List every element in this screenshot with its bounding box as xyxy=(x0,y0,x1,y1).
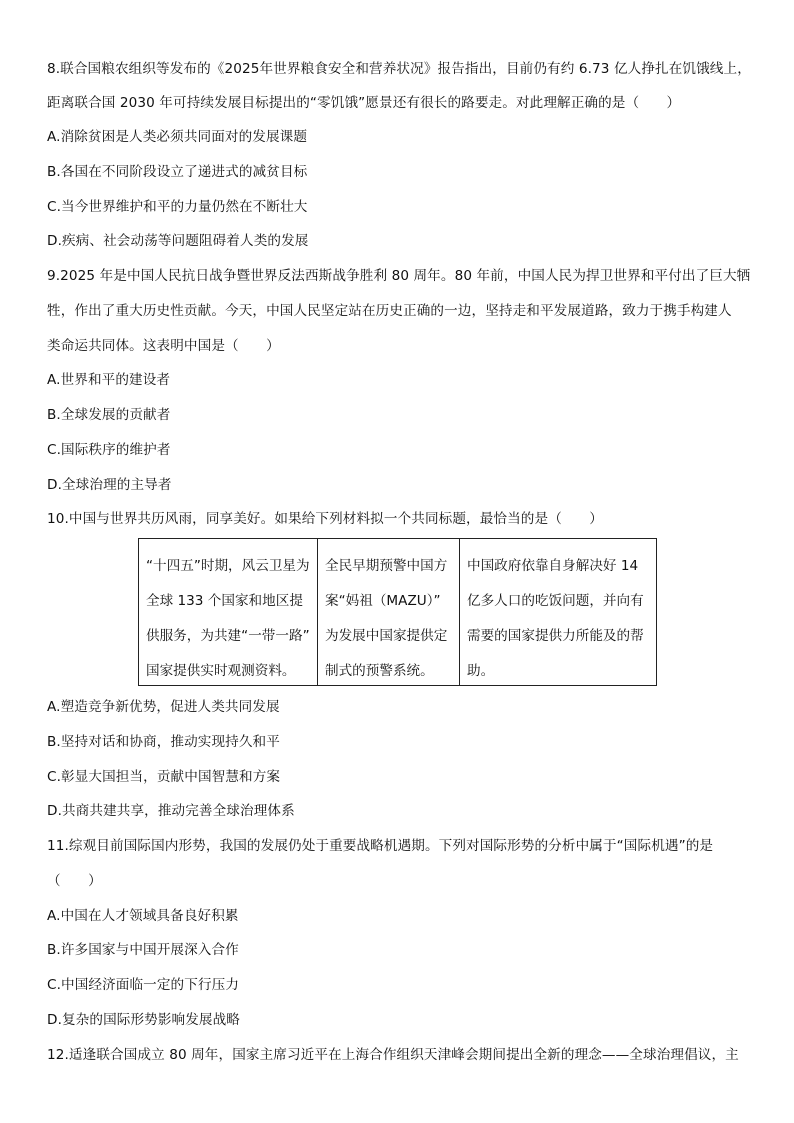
q11-option-d[interactable]: D.复杂的国际形势影响发展战略 xyxy=(47,1012,241,1028)
q8-option-b[interactable]: B.各国在不同阶段设立了递进式的减贫目标 xyxy=(47,164,308,180)
q11-stem-line-2: （ ） xyxy=(47,873,102,889)
q10-option-d[interactable]: D.共商共建共享，推动完善全球治理体系 xyxy=(47,803,295,819)
q10-cell-1-line-4: 国家提供实时观测资料。 xyxy=(146,663,296,679)
q8-option-a[interactable]: A.消除贫困是人类必须共同面对的发展课题 xyxy=(47,129,308,145)
q11-option-a[interactable]: A.中国在人才领域具备良好积累 xyxy=(47,908,239,924)
q11-option-b[interactable]: B.许多国家与中国开展深入合作 xyxy=(47,942,239,958)
q12-stem-line-1: 12.适逢联合国成立 80 周年，国家主席习近平在上海合作组织天津峰会期间提出全新的理念——全球治理倡议，主 xyxy=(47,1047,739,1063)
q10-cell-2-line-1: 全民早期预警中国方 xyxy=(325,558,448,574)
q8-option-d[interactable]: D.疾病、社会动荡等问题阻碍着人类的发展 xyxy=(47,233,309,249)
q10-cell-2-line-2: 案“妈祖（MAZU）” xyxy=(325,593,441,609)
q9-stem-line-3: 类命运共同体。这表明中国是（ ） xyxy=(47,338,280,354)
q9-stem-line-1: 9.2025 年是中国人民抗日战争暨世界反法西斯战争胜利 80 周年。80 年前，中国人民为捍卫世界和平付出了巨大牺 xyxy=(47,268,751,284)
q10-table-cell-3 xyxy=(460,539,656,685)
q10-cell-2-line-4: 制式的预警系统。 xyxy=(325,663,434,679)
q9-stem-line-2: 牲，作出了重大历史性贡献。今天，中国人民坚定站在历史正确的一边，坚持走和平发展道路，致力于携手构建人 xyxy=(47,303,732,319)
q10-cell-3-line-4: 助。 xyxy=(467,663,495,679)
q10-material-table xyxy=(138,538,657,686)
q10-stem-line-1: 10.中国与世界共历风雨，同享美好。如果给下列材料拟一个共同标题，最恰当的是（ ） xyxy=(47,511,603,527)
q10-cell-1-line-2: 全球 133 个国家和地区提 xyxy=(146,593,303,609)
q8-stem-line-2: 距离联合国 2030 年可持续发展目标提出的“零饥饿”愿景还有很长的路要走。对此理解正确的是（ ） xyxy=(47,95,681,111)
q10-option-b[interactable]: B.坚持对话和协商，推动实现持久和平 xyxy=(47,734,280,750)
q9-option-d[interactable]: D.全球治理的主导者 xyxy=(47,477,172,493)
q10-cell-1-line-1: “十四五”时期，风云卫星为 xyxy=(146,558,310,574)
q8-stem-line-1: 8.联合国粮农组织等发布的《2025年世界粮食安全和营养状况》报告指出，目前仍有约 6.73 亿人挣扎在饥饿线上， xyxy=(47,61,751,77)
q10-cell-2-line-3: 为发展中国家提供定 xyxy=(325,628,448,644)
q10-table-cell-1 xyxy=(139,539,318,685)
q10-table-cell-2 xyxy=(318,539,460,685)
q10-cell-3-line-3: 需要的国家提供力所能及的帮 xyxy=(467,628,644,644)
q9-option-b[interactable]: B.全球发展的贡献者 xyxy=(47,407,171,423)
q10-option-a[interactable]: A.塑造竞争新优势，促进人类共同发展 xyxy=(47,699,280,715)
q8-option-c[interactable]: C.当今世界维护和平的力量仍然在不断壮大 xyxy=(47,199,308,215)
q10-cell-3-line-1: 中国政府依靠自身解决好 14 xyxy=(467,558,639,574)
q11-stem-line-1: 11.综观目前国际国内形势，我国的发展仍处于重要战略机遇期。下列对国际形势的分析中属于“国际机遇”的是 xyxy=(47,838,714,854)
q10-cell-3-line-2: 亿多人口的吃饭问题，并向有 xyxy=(467,593,644,609)
q9-option-c[interactable]: C.国际秩序的维护者 xyxy=(47,442,171,458)
q11-option-c[interactable]: C.中国经济面临一定的下行压力 xyxy=(47,977,240,993)
q10-option-c[interactable]: C.彰显大国担当，贡献中国智慧和方案 xyxy=(47,769,281,785)
q10-cell-1-line-3: 供服务，为共建“一带一路” xyxy=(146,628,310,644)
q9-option-a[interactable]: A.世界和平的建设者 xyxy=(47,372,171,388)
